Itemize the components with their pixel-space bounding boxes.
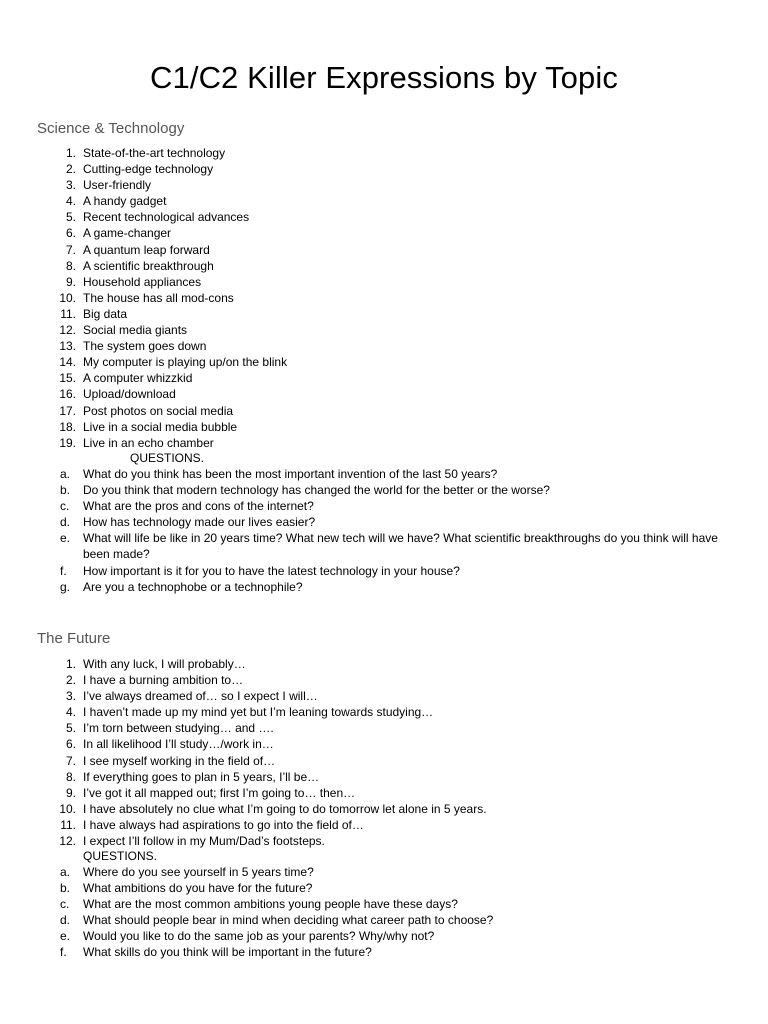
item-number: 11. (60, 306, 76, 321)
item-number: 10. (59, 801, 76, 816)
question-item (0, 498, 768, 514)
expression-text: Household appliances (83, 274, 202, 289)
expression-text: In all likelihood I’ll study…/work in… (83, 737, 274, 752)
item-number: 12. (59, 834, 76, 849)
expression-text: Cutting-edge technology (83, 162, 214, 177)
question-letter: e. (60, 929, 71, 944)
future-expressions-list (0, 656, 768, 849)
question-item (0, 880, 768, 896)
list-item (0, 161, 768, 177)
item-number: 11. (60, 817, 76, 832)
future-questions-list (0, 864, 768, 961)
expression-text: I haven’t made up my mind yet but I’m leaning towards studying… (83, 705, 434, 720)
item-number: 2. (65, 162, 76, 177)
item-number: 4. (65, 705, 76, 720)
question-text: What will life be like in 20 years time? What new tech will we have? What scientific breakthroughs do you think will have been made? (83, 531, 718, 562)
expression-text: My computer is playing up/on the blink (83, 355, 288, 370)
question-letter: b. (60, 881, 71, 896)
question-item (0, 482, 768, 498)
list-item (0, 656, 768, 672)
question-letter: c. (60, 499, 70, 514)
item-number: 6. (65, 737, 76, 752)
expression-text: Recent technological advances (83, 210, 250, 225)
expression-text: I’ve always dreamed of… so I expect I will… (83, 689, 318, 704)
expression-text: I have a burning ambition to… (83, 673, 244, 688)
list-item (0, 672, 768, 688)
expression-text: A quantum leap forward (83, 242, 210, 257)
list-item (0, 753, 768, 769)
list-item (0, 145, 768, 161)
expression-text: User-friendly (83, 178, 152, 193)
list-item (0, 720, 768, 736)
item-number: 13. (59, 339, 76, 354)
item-number: 1. (65, 657, 76, 671)
list-item (0, 177, 768, 193)
list-item (0, 801, 768, 817)
expression-text: Upload/download (83, 387, 176, 402)
list-item (0, 435, 768, 451)
question-text: What skills do you think will be important in the future? (83, 945, 372, 960)
item-number: 5. (65, 721, 76, 736)
item-number: 17. (59, 403, 76, 418)
item-number: 8. (65, 769, 76, 784)
expression-text: A game-changer (83, 226, 172, 241)
expression-text: I have always had aspirations to go into the field of… (83, 817, 364, 832)
list-item (0, 338, 768, 354)
question-item (0, 530, 768, 562)
list-item (0, 274, 768, 290)
section-heading-science-technology: Science & Technology (37, 120, 185, 137)
question-text: Where do you see yourself in 5 years time? (83, 865, 314, 879)
expression-text: If everything goes to plan in 5 years, I’ll be… (83, 769, 320, 784)
expression-text: I’m torn between studying… and …. (83, 721, 274, 736)
expression-text: A handy gadget (83, 194, 167, 209)
questions-label: QUESTIONS. (130, 451, 205, 465)
item-number: 1. (65, 146, 76, 160)
item-number: 6. (65, 226, 76, 241)
item-number: 16. (59, 387, 76, 402)
question-item (0, 928, 768, 944)
question-item (0, 466, 768, 482)
question-letter: d. (60, 515, 71, 530)
question-text: What are the most common ambitions young people have these days? (83, 897, 458, 912)
question-letter: f. (60, 945, 67, 960)
question-letter: a. (60, 467, 71, 481)
list-item (0, 769, 768, 785)
question-text: Are you a technophobe or a technophile? (83, 579, 303, 594)
list-item (0, 225, 768, 241)
page-title: C1/C2 Killer Expressions by Topic (150, 60, 618, 95)
expression-text: Live in a social media bubble (83, 419, 238, 434)
item-number: 3. (65, 178, 76, 193)
question-text: Do you think that modern technology has changed the world for the better or the worse? (83, 483, 550, 498)
expression-text: Big data (83, 306, 128, 321)
item-number: 9. (65, 274, 76, 289)
list-item (0, 322, 768, 338)
item-number: 2. (65, 673, 76, 688)
item-number: 5. (65, 210, 76, 225)
list-item (0, 290, 768, 306)
questions-label: QUESTIONS. (83, 849, 158, 863)
list-item (0, 688, 768, 704)
question-text: How has technology made our lives easier? (83, 515, 316, 530)
question-letter: b. (60, 483, 71, 498)
question-text: What are the pros and cons of the internet? (83, 499, 314, 514)
question-item (0, 896, 768, 912)
list-item (0, 833, 768, 849)
item-number: 19. (59, 435, 76, 450)
item-number: 15. (59, 371, 76, 386)
question-letter: f. (60, 563, 67, 578)
question-letter: c. (60, 897, 70, 912)
item-number: 8. (65, 258, 76, 273)
list-item (0, 370, 768, 386)
expression-text: I expect I’ll follow in my Mum/Dad’s footsteps. (83, 834, 325, 849)
list-item (0, 419, 768, 435)
question-text: How important is it for you to have the latest technology in your house? (83, 563, 460, 578)
expression-text: I have absolutely no clue what I’m going to do tomorrow let alone in 5 years. (83, 801, 487, 816)
item-number: 14. (59, 355, 76, 370)
item-number: 4. (65, 194, 76, 209)
question-text: What ambitions do you have for the future? (83, 881, 313, 896)
list-item (0, 354, 768, 370)
list-item (0, 817, 768, 833)
expression-text: A computer whizzkid (83, 371, 193, 386)
list-item (0, 386, 768, 402)
list-item (0, 209, 768, 225)
item-number: 18. (59, 419, 76, 434)
question-item (0, 579, 768, 595)
question-item (0, 514, 768, 530)
expression-text: The house has all mod-cons (83, 290, 234, 305)
question-text: What do you think has been the most important invention of the last 50 years? (83, 467, 498, 481)
list-item (0, 736, 768, 752)
section-heading-the-future: The Future (37, 630, 111, 647)
question-letter: e. (60, 531, 71, 546)
science-expressions-list (0, 145, 768, 451)
expression-text: A scientific breakthrough (83, 258, 214, 273)
expression-text: I see myself working in the field of… (83, 753, 276, 768)
list-item (0, 193, 768, 209)
item-number: 12. (59, 323, 76, 338)
list-item (0, 785, 768, 801)
question-text: What should people bear in mind when deciding what career path to choose? (83, 913, 494, 928)
expression-text: Live in an echo chamber (83, 435, 214, 450)
item-number: 7. (65, 753, 76, 768)
question-letter: d. (60, 913, 71, 928)
question-item (0, 563, 768, 579)
item-number: 10. (59, 290, 76, 305)
expression-text: The system goes down (83, 339, 207, 354)
expression-text: I’ve got it all mapped out; first I’m going to… then… (83, 785, 356, 800)
item-number: 9. (65, 785, 76, 800)
question-item (0, 864, 768, 880)
question-text: Would you like to do the same job as your parents? Why/why not? (83, 929, 435, 944)
expression-text: State-of-the-art technology (83, 146, 226, 160)
list-item (0, 704, 768, 720)
item-number: 3. (65, 689, 76, 704)
expression-text: Social media giants (83, 323, 188, 338)
question-letter: g. (60, 579, 71, 594)
question-letter: a. (60, 865, 71, 879)
question-item (0, 944, 768, 960)
science-questions-list (0, 466, 768, 595)
expression-text: Post photos on social media (83, 403, 234, 418)
expression-text: With any luck, I will probably… (83, 657, 246, 671)
list-item (0, 403, 768, 419)
list-item (0, 306, 768, 322)
list-item (0, 242, 768, 258)
item-number: 7. (65, 242, 76, 257)
question-item (0, 912, 768, 928)
list-item (0, 258, 768, 274)
